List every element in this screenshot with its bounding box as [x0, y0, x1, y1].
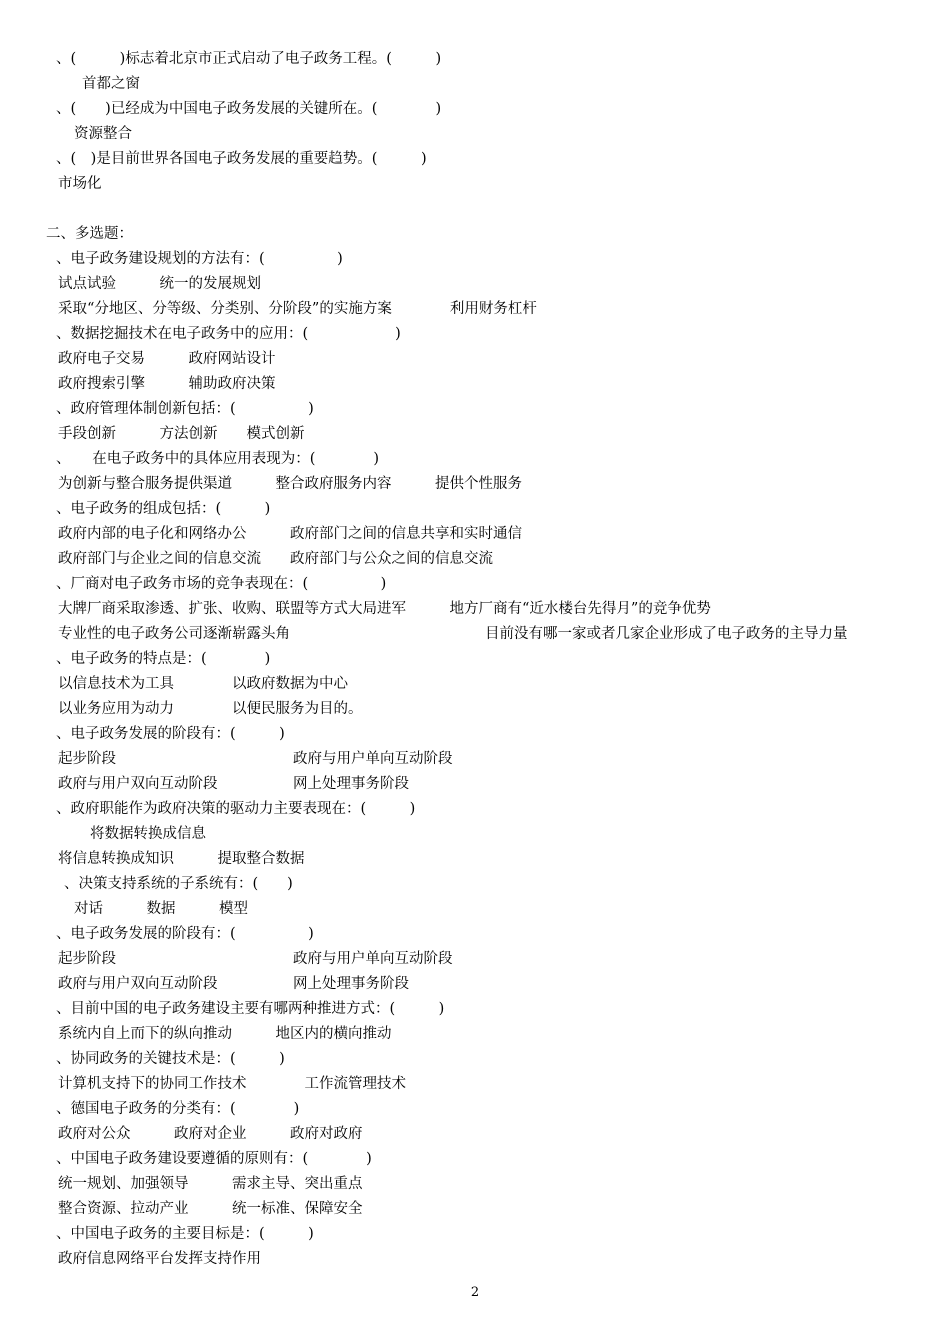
question-line: 、中国电子政务建设要遵循的原则有：( )	[56, 1151, 372, 1167]
answer-line: 政府与用户单向互动阶段	[293, 951, 453, 967]
answer-line: 政府与用户单向互动阶段	[293, 751, 453, 767]
question-line: 、 在电子政务中的具体应用表现为：( )	[56, 451, 380, 467]
question-line: 、电子政务的组成包括：( )	[56, 501, 271, 517]
answer-line: 以信息技术为工具 以政府数据为中心	[58, 676, 348, 692]
question-line: 、( )是目前世界各国电子政务发展的重要趋势。( )	[56, 151, 427, 167]
question-line: 、协同政务的关键技术是：( )	[56, 1051, 285, 1067]
question-line: 、电子政务建设规划的方法有：( )	[56, 251, 343, 267]
answer-line: 首都之窗	[82, 76, 140, 92]
answer-line: 系统内自上而下的纵向推动 地区内的横向推动	[58, 1026, 392, 1042]
answer-line: 手段创新 方法创新 模式创新	[58, 426, 305, 442]
question-line: 、目前中国的电子政务建设主要有哪两种推进方式：( )	[56, 1001, 445, 1017]
answer-line: 专业性的电子政务公司逐渐崭露头角	[58, 626, 290, 642]
section-heading: 二、多选题：	[46, 226, 133, 242]
answer-line: 网上处理事务阶段	[293, 776, 409, 792]
answer-line: 将信息转换成知识 提取整合数据	[58, 851, 305, 867]
answer-line: 计算机支持下的协同工作技术 工作流管理技术	[58, 1076, 406, 1092]
question-line: 、政府职能作为政府决策的驱动力主要表现在：( )	[56, 801, 416, 817]
answer-line: 市场化	[58, 176, 102, 192]
question-line: 、德国电子政务的分类有：( )	[56, 1101, 300, 1117]
answer-line: 为创新与整合服务提供渠道 整合政府服务内容 提供个性服务	[58, 476, 522, 492]
answer-line: 起步阶段	[58, 951, 116, 967]
answer-line: 政府搜索引擎 辅助政府决策	[58, 376, 276, 392]
question-line: 、电子政务发展的阶段有：( )	[56, 926, 314, 942]
answer-line: 起步阶段	[58, 751, 116, 767]
answer-line: 整合资源、拉动产业 统一标准、保障安全	[58, 1201, 363, 1217]
answer-line: 采取“分地区、分等级、分类别、分阶段”的实施方案 利用财务杠杆	[58, 301, 537, 317]
answer-line: 目前没有哪一家或者几家企业形成了电子政务的主导力量	[485, 626, 848, 642]
answer-line: 政府部门与企业之间的信息交流 政府部门与公众之间的信息交流	[58, 551, 493, 567]
answer-line: 政府与用户双向互动阶段	[58, 976, 218, 992]
question-line: 、厂商对电子政务市场的竞争表现在：( )	[56, 576, 387, 592]
question-line: 、数据挖掘技术在电子政务中的应用：( )	[56, 326, 401, 342]
answer-line: 政府电子交易 政府网站设计	[58, 351, 276, 367]
page-number: 2	[470, 1285, 480, 1300]
question-line: 、电子政务发展的阶段有：( )	[56, 726, 285, 742]
answer-line: 大牌厂商采取渗透、扩张、收购、联盟等方式大局进军 地方厂商有“近水楼台先得月”的竞争优势	[58, 601, 711, 617]
answer-line: 以业务应用为动力 以便民服务为目的。	[58, 701, 363, 717]
answer-line: 政府内部的电子化和网络办公 政府部门之间的信息共享和实时通信	[58, 526, 522, 542]
question-line: 、政府管理体制创新包括：( )	[56, 401, 314, 417]
question-line: 、( )已经成为中国电子政务发展的关键所在。( )	[56, 101, 442, 117]
answer-line: 对话 数据 模型	[74, 901, 248, 917]
answer-line: 统一规划、加强领导 需求主导、突出重点	[58, 1176, 363, 1192]
answer-line: 将数据转换成信息	[90, 826, 206, 842]
answer-line: 政府与用户双向互动阶段	[58, 776, 218, 792]
answer-line: 政府信息网络平台发挥支持作用	[58, 1251, 261, 1267]
question-line: 、电子政务的特点是：( )	[56, 651, 271, 667]
answer-line: 资源整合	[74, 126, 132, 142]
answer-line: 网上处理事务阶段	[293, 976, 409, 992]
question-line: 、决策支持系统的子系统有：( )	[64, 876, 293, 892]
question-line: 、中国电子政务的主要目标是：( )	[56, 1226, 314, 1242]
question-line: 、( )标志着北京市正式启动了电子政务工程。( )	[56, 51, 442, 67]
answer-line: 试点试验 统一的发展规划	[58, 276, 261, 292]
answer-line: 政府对公众 政府对企业 政府对政府	[58, 1126, 363, 1142]
